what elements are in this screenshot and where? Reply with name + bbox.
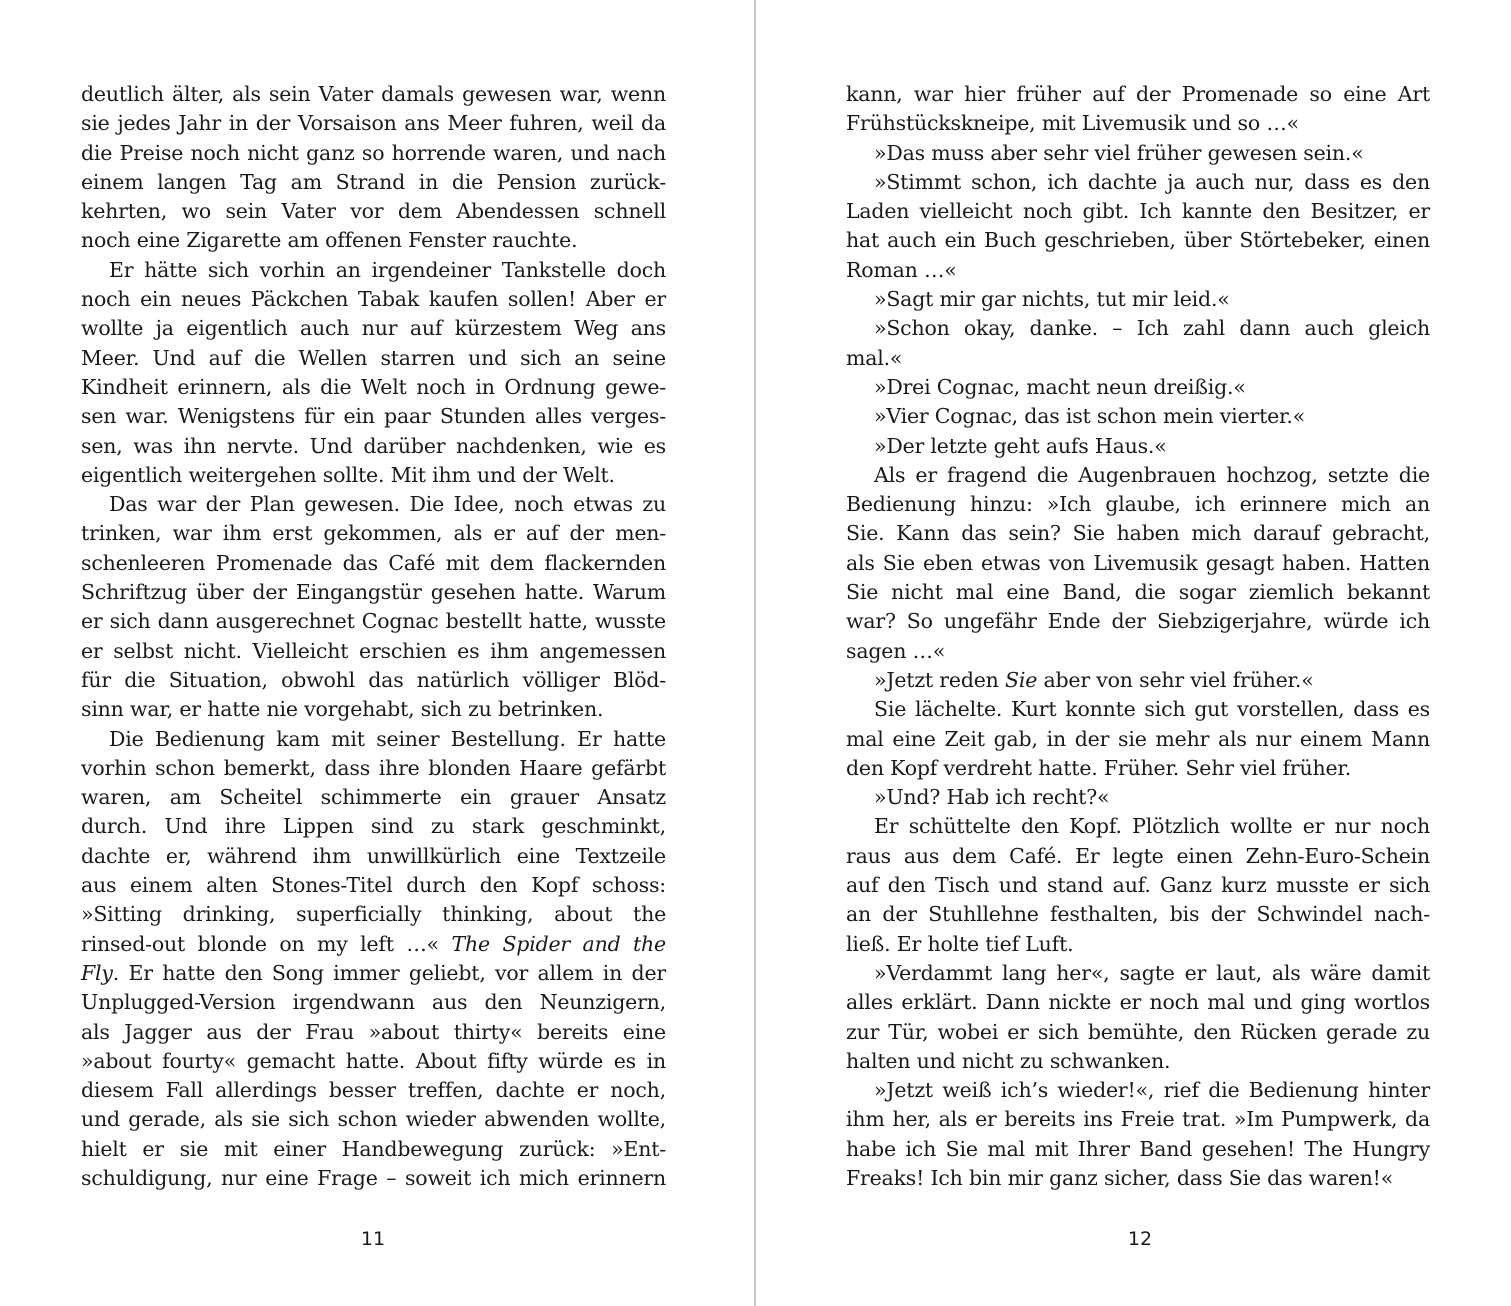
text-line bbox=[846, 754, 1430, 783]
line-text: Freaks! Ich bin mir ganz sicher, dass Sie das waren!« bbox=[846, 1165, 1394, 1190]
text-line bbox=[846, 930, 1430, 959]
text-line bbox=[81, 871, 666, 900]
text-line bbox=[81, 226, 666, 255]
line-text: halten und nicht zu schwanken. bbox=[846, 1048, 1171, 1073]
line-text: hat auch ein Buch geschrieben, über Störtebeker, einen bbox=[846, 228, 1430, 253]
text-line bbox=[846, 519, 1430, 548]
text-line bbox=[846, 607, 1430, 636]
line-text: sen, was ihn nervte. Und darüber nachdenken, wie es bbox=[81, 433, 666, 458]
text-line bbox=[846, 197, 1430, 226]
text-line bbox=[81, 285, 666, 314]
line-text: ließ. Er holte tief Luft. bbox=[846, 931, 1074, 956]
text-line bbox=[81, 432, 666, 461]
line-text: Als er fragend die Augenbrauen hochzog, setzte die bbox=[874, 462, 1430, 487]
line-text: »Das muss aber sehr viel früher gewesen sein.« bbox=[874, 140, 1364, 165]
text-line bbox=[81, 666, 666, 695]
text-line bbox=[846, 842, 1430, 871]
line-text: waren, am Scheitel schimmerte ein grauer Ansatz bbox=[81, 785, 666, 810]
line-text: Kindheit erinnern, als die Welt noch in Ordnung gewe- bbox=[81, 374, 666, 399]
text-line bbox=[81, 754, 666, 783]
text-line bbox=[846, 285, 1430, 314]
text-line bbox=[846, 226, 1430, 255]
text-line bbox=[81, 519, 666, 548]
line-text: noch eine Zigarette am offenen Fenster rauchte. bbox=[81, 228, 578, 253]
text-line bbox=[81, 900, 666, 929]
line-text: einem langen Tag am Strand in die Pension zurück- bbox=[81, 169, 666, 194]
text-line bbox=[81, 1135, 666, 1164]
left-page bbox=[0, 0, 755, 1306]
text-line bbox=[846, 1076, 1430, 1105]
text-line bbox=[81, 197, 666, 226]
right-page bbox=[757, 0, 1511, 1306]
line-text: Die Bedienung kam mit seiner Bestellung. Er hatte bbox=[109, 726, 666, 751]
text-line bbox=[81, 1018, 666, 1047]
text-line bbox=[846, 549, 1430, 578]
text-line bbox=[846, 1164, 1430, 1193]
line-text: rinsed-out blonde on my left …« bbox=[81, 931, 440, 956]
text-line bbox=[81, 1105, 666, 1134]
text-line bbox=[81, 549, 666, 578]
text-line bbox=[81, 461, 666, 490]
text-line bbox=[846, 314, 1430, 343]
text-line bbox=[846, 402, 1430, 431]
line-text: Unplugged-Version irgendwann aus den Neunzigern, bbox=[81, 990, 666, 1015]
text-line bbox=[81, 812, 666, 841]
line-text: den Kopf verdreht hatte. Früher. Sehr viel früher. bbox=[846, 755, 1352, 780]
italic-title-fragment: The Spider and the bbox=[451, 931, 666, 956]
text-line bbox=[846, 812, 1430, 841]
line-text: Sie. Kann das sein? Sie haben mich darauf gebracht, bbox=[846, 521, 1430, 546]
line-text: »Drei Cognac, macht neun dreißig.« bbox=[874, 374, 1246, 399]
text-line bbox=[846, 490, 1430, 519]
line-text: als Sie eben etwas von Livemusik gesagt haben. Hatten bbox=[846, 550, 1430, 575]
line-text: Roman …« bbox=[846, 257, 957, 282]
line-text: hielt er sie mit einer Handbewegung zurück: »Ent- bbox=[81, 1136, 666, 1161]
line-text: Das war der Plan gewesen. Die Idee, noch etwas zu bbox=[109, 492, 666, 517]
line-text: schenleeren Promenade das Café mit dem flackernden bbox=[81, 550, 666, 575]
text-line bbox=[846, 1018, 1430, 1047]
line-text: sen war. Wenigstens für ein paar Stunden alles verges- bbox=[81, 404, 666, 429]
text-line bbox=[81, 1164, 666, 1193]
line-text: . Er hatte den Song immer geliebt, vor allem in der bbox=[112, 960, 666, 985]
line-text: diesem Fall allerdings besser treffen, dachte er noch, bbox=[81, 1078, 666, 1103]
text-line bbox=[81, 402, 666, 431]
line-text: noch ein neues Päckchen Tabak kaufen sollen! Aber er bbox=[81, 287, 666, 312]
text-line bbox=[81, 490, 666, 519]
text-line bbox=[81, 637, 666, 666]
line-text: Sie lächelte. Kurt konnte sich gut vorstellen, dass es bbox=[874, 697, 1430, 722]
text-line bbox=[81, 695, 666, 724]
page-number-right: 12 bbox=[1127, 1228, 1153, 1250]
line-text: mal eine Zeit gab, in der sie mehr als nur einem Mann bbox=[846, 726, 1430, 751]
line-text: »Sitting drinking, superficially thinking, about the bbox=[81, 902, 666, 927]
text-line bbox=[81, 959, 666, 988]
line-text: aus einem alten Stones-Titel durch den Kopf schoss: bbox=[81, 873, 666, 898]
text-line bbox=[81, 139, 666, 168]
text-line bbox=[81, 1047, 666, 1076]
left-page-text bbox=[81, 80, 666, 1193]
line-text: sagen …« bbox=[846, 638, 946, 663]
text-line bbox=[846, 80, 1430, 109]
line-text: »Schon okay, danke. – Ich zahl dann auch gleich bbox=[874, 316, 1430, 341]
line-text: raus aus dem Café. Er legte einen Zehn-Euro-Schein bbox=[846, 843, 1430, 868]
text-line bbox=[81, 256, 666, 285]
text-line bbox=[846, 900, 1430, 929]
text-line bbox=[846, 725, 1430, 754]
line-text: die Preise noch nicht ganz so horrende waren, und nach bbox=[81, 140, 666, 165]
line-text: deutlich älter, als sein Vater damals gewesen war, wenn bbox=[81, 82, 666, 106]
line-text: zur Tür, wobei er sich bemühte, den Rücken gerade zu bbox=[846, 1019, 1430, 1044]
line-text: Schriftzug über der Eingangstür gesehen hatte. Warum bbox=[81, 580, 666, 605]
line-text: Er hätte sich vorhin an irgendeiner Tankstelle doch bbox=[109, 257, 666, 282]
line-text: »Stimmt schon, ich dachte ja auch nur, dass es den bbox=[874, 169, 1430, 194]
line-text: an der Stuhllehne festhalten, bis der Schwindel nach- bbox=[846, 902, 1430, 927]
line-text: sie jedes Jahr in der Vorsaison ans Meer fuhren, weil da bbox=[81, 111, 666, 136]
line-text: »about fourty« gemacht hatte. About fifty würde es in bbox=[81, 1048, 666, 1073]
line-text: Sie nicht mal eine Band, die sogar ziemlich bekannt bbox=[846, 580, 1430, 605]
line-text: Laden vielleicht noch gibt. Ich kannte den Besitzer, er bbox=[846, 199, 1430, 224]
text-line bbox=[846, 637, 1430, 666]
text-line bbox=[846, 373, 1430, 402]
text-line bbox=[81, 607, 666, 636]
line-text: schuldigung, nur eine Frage – soweit ich mich erinnern bbox=[81, 1165, 666, 1190]
line-text: »Jetzt weiß ich’s wieder!«, rief die Bedienung hinter bbox=[874, 1078, 1430, 1103]
line-text: »Der letzte geht aufs Haus.« bbox=[874, 433, 1167, 458]
text-line bbox=[81, 1076, 666, 1105]
line-text: Bedienung hinzu: »Ich glaube, ich erinnere mich an bbox=[846, 492, 1430, 517]
text-line bbox=[846, 1105, 1430, 1134]
line-text: trinken, war ihm erst gekommen, als er auf der men- bbox=[81, 521, 666, 546]
line-text: ihm her, als er bereits ins Freie trat. »Im Pumpwerk, da bbox=[846, 1107, 1430, 1132]
line-text: »Jetzt reden bbox=[874, 667, 999, 692]
line-text: kann, war hier früher auf der Promenade so eine Art bbox=[846, 82, 1430, 106]
line-text: Frühstückskneipe, mit Livemusik und so …« bbox=[846, 111, 1299, 136]
page-number-left: 11 bbox=[360, 1228, 386, 1250]
text-line bbox=[846, 168, 1430, 197]
text-line bbox=[846, 578, 1430, 607]
right-page-text bbox=[846, 80, 1430, 1193]
text-line bbox=[846, 1135, 1430, 1164]
text-line bbox=[846, 432, 1430, 461]
text-line bbox=[81, 373, 666, 402]
text-line bbox=[846, 695, 1430, 724]
line-text: als Jagger aus der Frau »about thirty« bereits eine bbox=[81, 1019, 666, 1044]
text-line bbox=[81, 988, 666, 1017]
line-text: alles erklärt. Dann nickte er noch mal und ging wortlos bbox=[846, 990, 1430, 1015]
line-text: und gerade, als sie sich schon wieder abwenden wollte, bbox=[81, 1107, 666, 1132]
text-line bbox=[846, 871, 1430, 900]
line-text: »Und? Hab ich recht?« bbox=[874, 785, 1110, 810]
italic-emphasis: Sie bbox=[1005, 667, 1038, 692]
text-line bbox=[81, 578, 666, 607]
book-gutter-divider bbox=[754, 0, 756, 1306]
line-text: dachte er, während ihm unwillkürlich eine Textzeile bbox=[81, 843, 666, 868]
line-text: auf den Tisch und stand auf. Ganz kurz musste er sich bbox=[846, 873, 1430, 898]
line-text: aber von sehr viel früher.« bbox=[1043, 667, 1314, 692]
text-line bbox=[81, 930, 666, 959]
line-text: »Sagt mir gar nichts, tut mir leid.« bbox=[874, 287, 1230, 312]
line-text: »Verdammt lang her«, sagte er laut, als wäre damit bbox=[874, 960, 1430, 985]
line-text: habe ich Sie mal mit Ihrer Band gesehen! The Hungry bbox=[846, 1136, 1430, 1161]
text-line bbox=[81, 842, 666, 871]
text-line bbox=[846, 256, 1430, 285]
text-line bbox=[846, 666, 1430, 695]
line-text: kehrten, wo sein Vater vor dem Abendessen schnell bbox=[81, 199, 666, 224]
line-text: Er schüttelte den Kopf. Plötzlich wollte er nur noch bbox=[874, 814, 1430, 839]
text-line bbox=[81, 80, 666, 109]
line-text: vorhin schon bemerkt, dass ihre blonden Haare gefärbt bbox=[81, 755, 666, 780]
line-text: für die Situation, obwohl das natürlich völliger Blöd- bbox=[81, 667, 666, 692]
text-line bbox=[846, 988, 1430, 1017]
text-line bbox=[81, 344, 666, 373]
text-line bbox=[81, 109, 666, 138]
text-line bbox=[81, 783, 666, 812]
text-line bbox=[81, 168, 666, 197]
line-text: mal.« bbox=[846, 345, 903, 370]
line-text: Meer. Und auf die Wellen starren und sich an seine bbox=[81, 345, 666, 370]
text-line bbox=[846, 461, 1430, 490]
line-text: wollte ja eigentlich auch nur auf kürzestem Weg ans bbox=[81, 316, 666, 341]
line-text: war? So ungefähr Ende der Siebzigerjahre, würde ich bbox=[846, 609, 1430, 634]
text-line bbox=[846, 109, 1430, 138]
line-text: eigentlich weitergehen sollte. Mit ihm und der Welt. bbox=[81, 462, 615, 487]
text-line bbox=[846, 959, 1430, 988]
text-line bbox=[846, 1047, 1430, 1076]
line-text: er selbst nicht. Vielleicht erschien es ihm angemessen bbox=[81, 638, 666, 663]
italic-title-fragment: Fly bbox=[81, 960, 113, 985]
line-text: sinn war, er hatte nie vorgehabt, sich zu betrinken. bbox=[81, 697, 604, 722]
text-line bbox=[81, 314, 666, 343]
line-text: er sich dann ausgerechnet Cognac bestellt hatte, wusste bbox=[81, 609, 666, 634]
text-line bbox=[846, 139, 1430, 168]
text-line bbox=[846, 783, 1430, 812]
line-text: »Vier Cognac, das ist schon mein vierter.« bbox=[874, 404, 1306, 429]
text-line bbox=[846, 344, 1430, 373]
line-text: durch. Und ihre Lippen sind zu stark geschminkt, bbox=[81, 814, 666, 839]
text-line bbox=[81, 725, 666, 754]
